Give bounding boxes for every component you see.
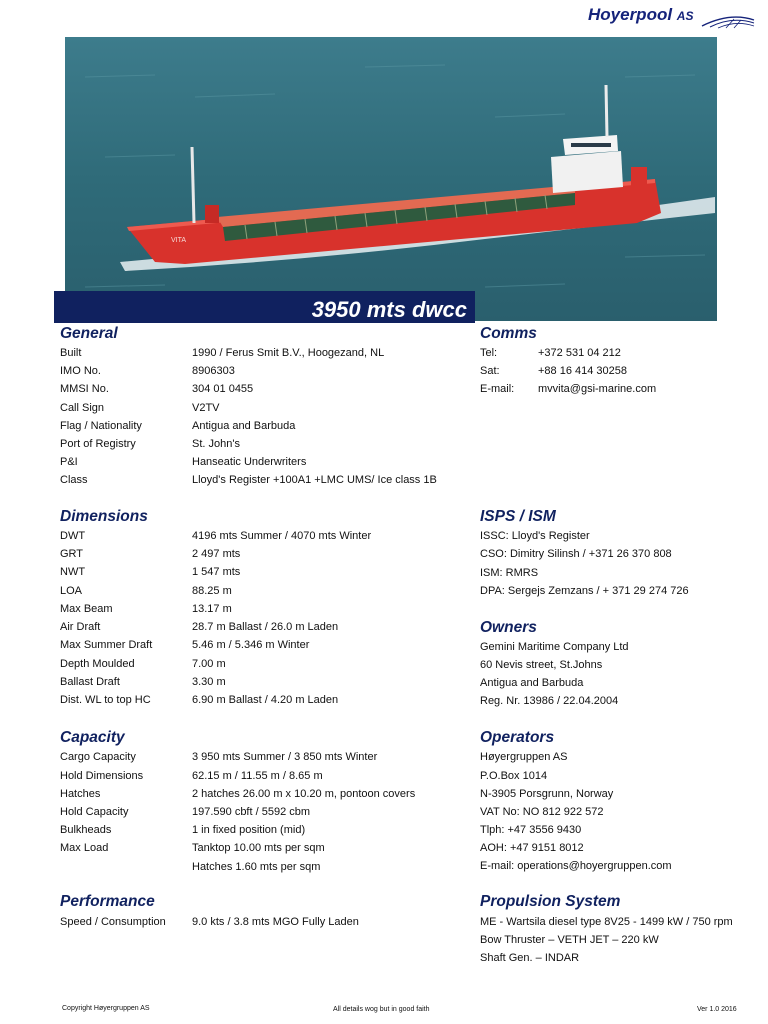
field-label: Max Summer Draft (60, 639, 153, 651)
hull-name: VITA (171, 237, 187, 244)
owners-line: Reg. Nr. 13986 / 22.04.2004 (480, 695, 619, 707)
propulsion-line: ME - Wartsila diesel type 8V25 - 1499 kW / 750 rpm (480, 916, 733, 928)
isps-line: ISSC: Lloyd's Register (480, 530, 590, 542)
field-value: 4196 mts Summer / 4070 mts Winter (192, 530, 372, 542)
field-label: Bulkheads (60, 824, 112, 836)
field-value: V2TV (192, 402, 220, 414)
section-performance-title: Performance (60, 893, 155, 910)
field-label: Class (60, 474, 88, 486)
field-label: Max Beam (60, 603, 113, 615)
field-value: 304 01 0455 (192, 383, 254, 395)
logo-swoosh-icon (700, 10, 756, 30)
comms-label: Sat: (480, 365, 500, 377)
operators-phone[interactable]: Tlph: +47 3556 9430 (480, 824, 582, 836)
field-value: 28.7 m Ballast / 26.0 m Laden (192, 621, 339, 633)
field-label: Call Sign (60, 402, 105, 414)
operators-line: N-3905 Porsgrunn, Norway (480, 788, 614, 800)
field-label: Depth Moulded (60, 658, 135, 670)
field-label: GRT (60, 548, 84, 560)
field-value: 1990 / Ferus Smit B.V., Hoogezand, NL (192, 347, 385, 359)
field-label: Hatches (60, 788, 101, 800)
footer-disclaimer: All details wog but in good faith (333, 1006, 430, 1013)
field-label: NWT (60, 566, 86, 578)
owners-line: Gemini Maritime Company Ltd (480, 641, 629, 653)
section-operators-title: Operators (480, 729, 555, 746)
company-logo (588, 4, 756, 30)
field-label: Flag / Nationality (60, 420, 142, 432)
field-value: Antigua and Barbuda (192, 420, 296, 432)
dwcc-banner: 3950 mts dwcc (54, 291, 475, 323)
isps-line: CSO: Dimitry Silinsh / +371 26 370 808 (480, 548, 672, 560)
field-value: 3 950 mts Summer / 3 850 mts Winter (192, 751, 378, 763)
isps-line: ISM: RMRS (480, 567, 539, 579)
field-value: 8906303 (192, 365, 235, 377)
comms-sat-phone[interactable]: +88 16 414 30258 (538, 365, 628, 377)
field-label: IMO No. (60, 365, 101, 377)
field-label: Port of Registry (60, 438, 136, 450)
comms-label: E-mail: (480, 383, 515, 395)
field-value: Tanktop 10.00 mts per sqm (192, 842, 325, 854)
field-label: Speed / Consumption (60, 916, 166, 928)
section-capacity-title: Capacity (60, 729, 125, 746)
field-label: Max Load (60, 842, 109, 854)
field-value: 13.17 m (192, 603, 232, 615)
field-value: 6.90 m Ballast / 4.20 m Laden (192, 694, 339, 706)
field-value: 3.30 m (192, 676, 226, 688)
operators-email-link[interactable]: E-mail: operations@hoyergruppen.com (480, 860, 672, 872)
section-dimensions-title: Dimensions (60, 508, 148, 525)
field-label: Air Draft (60, 621, 101, 633)
field-label: P&I (60, 456, 78, 468)
owners-line: Antigua and Barbuda (480, 677, 584, 689)
field-label: Ballast Draft (60, 676, 120, 688)
field-label: Dist. WL to top HC (60, 694, 151, 706)
operators-line: VAT No: NO 812 922 572 (480, 806, 604, 818)
field-value: 2 497 mts (192, 548, 241, 560)
field-label: LOA (60, 585, 83, 597)
field-value: 88.25 m (192, 585, 232, 597)
section-general-title: General (60, 325, 118, 342)
field-value: 7.00 m (192, 658, 226, 670)
section-propulsion-title: Propulsion System (480, 893, 621, 910)
field-value: 1 547 mts (192, 566, 241, 578)
footer-version: Ver 1.0 2016 (697, 1006, 737, 1013)
field-label: MMSI No. (60, 383, 109, 395)
propulsion-line: Shaft Gen. – INDAR (480, 952, 580, 964)
field-label: DWT (60, 530, 86, 542)
field-label: Hold Dimensions (60, 770, 144, 782)
owners-line: 60 Nevis street, St.Johns (480, 659, 603, 671)
ship-photo (65, 37, 717, 321)
field-value: 1 in fixed position (mid) (192, 824, 306, 836)
footer-copyright: Copyright Høyergruppen AS (62, 1005, 150, 1012)
section-comms-title: Comms (480, 325, 537, 342)
field-value: 9.0 kts / 3.8 mts MGO Fully Laden (192, 916, 359, 928)
field-value: 2 hatches 26.00 m x 10.20 m, pontoon covers (192, 788, 416, 800)
field-value: 5.46 m / 5.346 m Winter (192, 639, 310, 651)
comms-phone[interactable]: +372 531 04 212 (538, 347, 621, 359)
operators-line: P.O.Box 1014 (480, 770, 548, 782)
field-value: St. John's (192, 438, 240, 450)
field-value: 62.15 m / 11.55 m / 8.65 m (192, 770, 323, 782)
propulsion-line: Bow Thruster – VETH JET – 220 kW (480, 934, 659, 946)
logo-wordmark: Hoyerpool AS (588, 5, 694, 24)
field-label: Hold Capacity (60, 806, 129, 818)
field-value: Lloyd's Register +100A1 +LMC UMS/ Ice class 1B (192, 474, 437, 486)
comms-email-link[interactable]: mvvita@gsi-marine.com (538, 383, 657, 395)
section-owners-title: Owners (480, 619, 537, 636)
field-label: Cargo Capacity (60, 751, 136, 763)
operators-aoh-phone[interactable]: AOH: +47 9151 8012 (480, 842, 584, 854)
field-label: Built (60, 347, 82, 359)
field-value: 197.590 cbft / 5592 cbm (192, 806, 311, 818)
field-value: Hatches 1.60 mts per sqm (192, 861, 321, 873)
comms-label: Tel: (480, 347, 498, 359)
operators-line: Høyergruppen AS (480, 751, 568, 763)
field-value: Hanseatic Underwriters (192, 456, 307, 468)
section-isps-title: ISPS / ISM (480, 508, 556, 525)
isps-line: DPA: Sergejs Zemzans / + 371 29 274 726 (480, 585, 689, 597)
